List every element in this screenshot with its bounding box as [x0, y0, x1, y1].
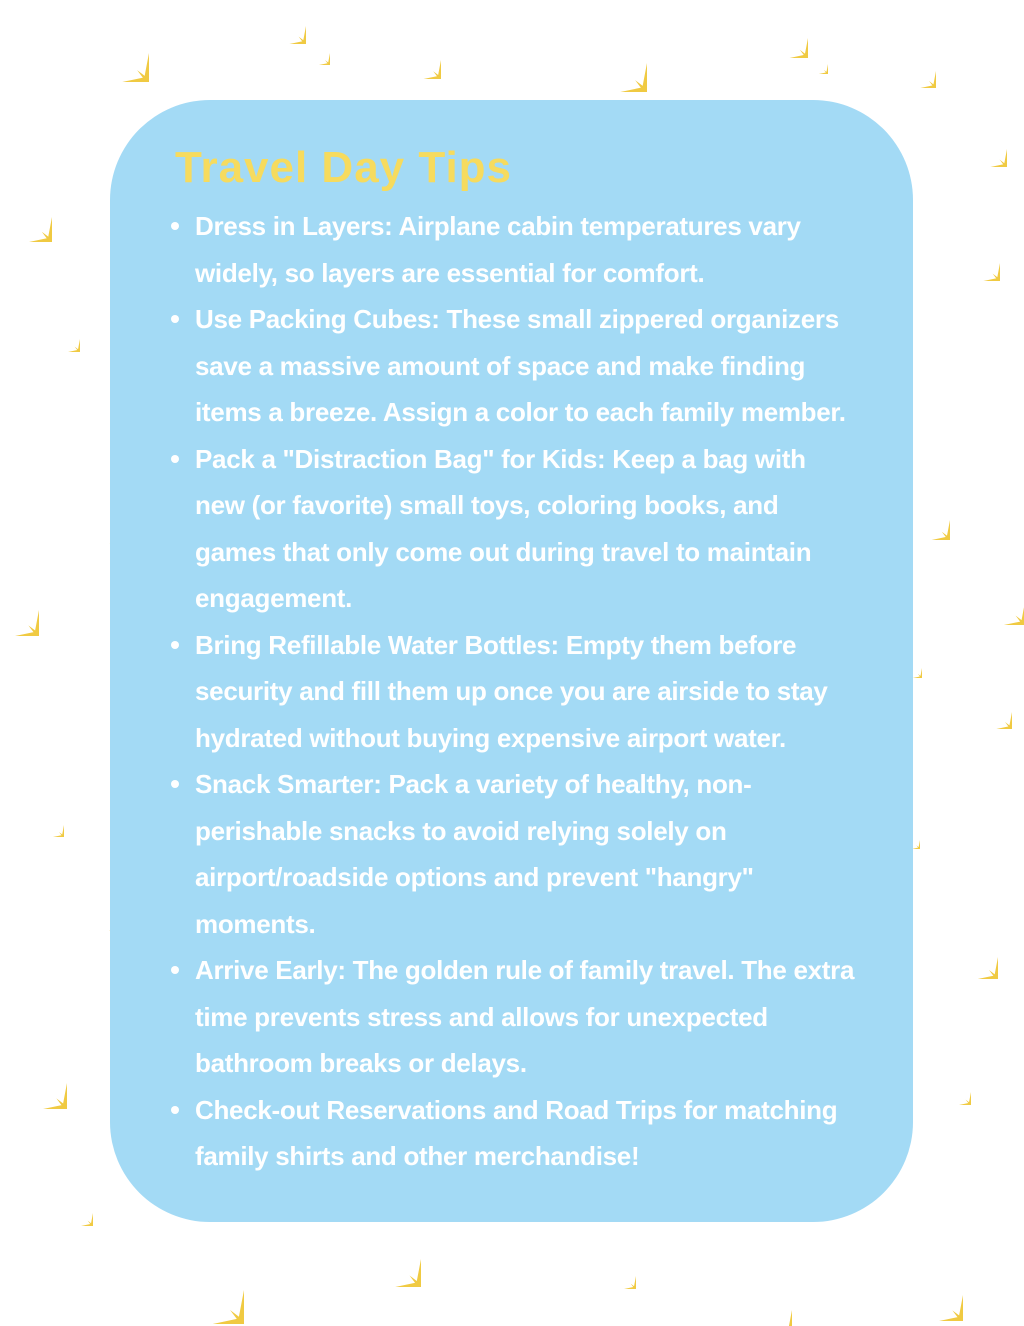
- sparkle-icon: [768, 18, 808, 58]
- sparkle-icon: [808, 54, 828, 74]
- sparkle-icon: [954, 935, 998, 979]
- tip-text: Check-out Reservations and Road Trips for matching family shirts and other merchandise!: [195, 1094, 838, 1171]
- sparkle-icon: [978, 695, 1012, 729]
- sparkle-icon: [40, 813, 64, 837]
- tip-text: Bring Refillable Water Bottles: Empty them before security and fill them up once you are airside to stay hydrated without buying expensive airport water.: [195, 629, 828, 753]
- sparkle-icon: [270, 8, 306, 44]
- sparkle-icon: [902, 54, 936, 88]
- tip-text: Pack a "Distraction Bag" for Kids: Keep a bag with new (or favorite) small toys, coloring books, and games that only come out during travel to maintain engagement.: [195, 443, 812, 613]
- sparkle-icon: [716, 1272, 792, 1326]
- bullet-icon: [171, 780, 179, 788]
- list-item: [171, 436, 913, 622]
- sparkle-icon: [91, 24, 149, 82]
- page-title: Travel Day Tips: [175, 143, 513, 192]
- sparkle-icon: [306, 41, 330, 65]
- list-item: [171, 947, 913, 1087]
- list-item: [171, 1087, 913, 1180]
- sparkle-icon: [945, 1079, 971, 1105]
- bullet-icon: [171, 1106, 179, 1114]
- sparkle-icon: [589, 34, 647, 92]
- tip-text: Dress in Layers: Airplane cabin temperatures vary widely, so layers are essential for comfort.: [195, 211, 801, 288]
- sparkle-icon: [54, 326, 80, 352]
- sparkle-icon: [610, 1263, 636, 1289]
- sparkle-icon: [15, 1057, 67, 1109]
- sparkle-icon: [2, 192, 52, 242]
- sparkle-icon: [403, 41, 441, 79]
- sparkle-icon: [67, 1200, 93, 1226]
- tips-card: [110, 100, 913, 1222]
- sparkle-icon: [910, 500, 950, 540]
- bullet-icon: [171, 222, 179, 230]
- tip-text: Arrive Early: The golden rule of family travel. The extra time prevents stress and allows for unexpected bathroom breaks or delays.: [195, 955, 855, 1078]
- sparkle-icon: [979, 579, 1024, 625]
- sparkle-icon: [176, 1256, 244, 1324]
- tips-list: [110, 203, 913, 1180]
- bullet-icon: [171, 455, 179, 463]
- list-item: [171, 296, 913, 436]
- sparkle-icon: [964, 245, 1000, 281]
- bullet-icon: [171, 641, 179, 649]
- tip-text: Snack Smarter: Pack a variety of healthy, non- perishable snacks to avoid relying solely on airport/roadside options and prevent "hangry" moments.: [195, 769, 754, 939]
- list-item: [171, 761, 913, 947]
- sparkle-icon: [971, 131, 1007, 167]
- sparkle-icon: [365, 1231, 421, 1287]
- bullet-icon: [171, 315, 179, 323]
- sparkle-icon: [0, 584, 39, 636]
- sparkle-icon: [911, 1269, 963, 1321]
- list-item: [171, 622, 913, 762]
- bullet-icon: [171, 966, 179, 974]
- list-item: [171, 203, 913, 296]
- tip-text: Use Packing Cubes: These small zippered organizers save a massive amount of space and make finding items a breeze. Assign a color to each family member.: [195, 304, 846, 427]
